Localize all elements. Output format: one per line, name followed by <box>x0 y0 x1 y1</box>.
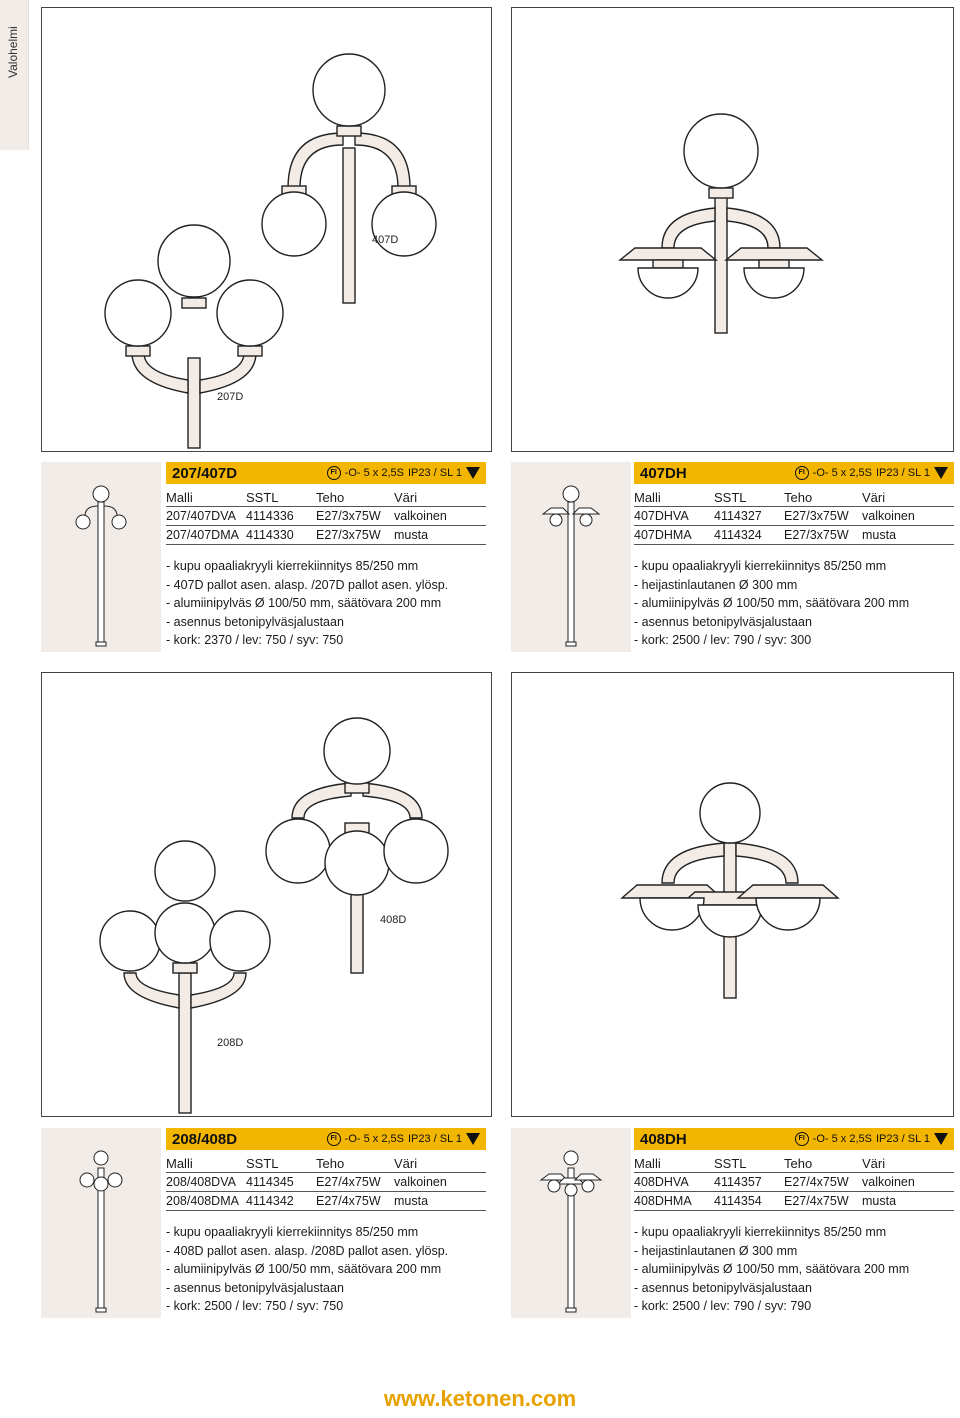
f-mark-icon <box>934 467 948 479</box>
model-name: 207/407D <box>172 465 238 482</box>
ratings <box>795 1132 948 1146</box>
table-header: Malli SSTL Teho Väri <box>166 1156 418 1171</box>
f-mark-icon <box>466 1133 480 1145</box>
thumbnail-207-407d <box>41 462 161 652</box>
lamp-drawing-208-408d <box>42 673 491 1116</box>
lamp-drawing-407dh <box>512 8 953 451</box>
model-name: 408DH <box>640 1131 687 1148</box>
spec-table <box>166 1154 486 1211</box>
caption-407d: 407D <box>372 234 399 246</box>
lamp-rating: -O- 5 x 2,5S <box>812 467 872 479</box>
thumbnail-208-408d <box>41 1128 161 1318</box>
spec-header <box>634 1128 954 1150</box>
caption-208d: 208D <box>217 1037 244 1049</box>
spec-notes: - kupu opaaliakryyli kierrekiinnitys 85/250 mm - 407D pallot asen. alasp. /207D pallot asen. ylösp. - alumiinipylväs Ø 100/50 mm, säätövara 200 mm - asennus betonipylväsjalustaan - kork: 2370 / lev: 750 / syv: 750 <box>166 559 449 647</box>
spec-table <box>166 488 486 545</box>
ip-rating: IP23 / SL 1 <box>875 467 930 479</box>
spec-208-408d <box>166 1128 486 1316</box>
col-vari: Väri <box>394 490 418 505</box>
spec-408dh <box>634 1128 954 1316</box>
spec-207-407d <box>166 462 486 650</box>
table-row: 208/408DMA 4114342 E27/4x75W musta <box>166 1194 429 1208</box>
col-sstl: SSTL <box>246 490 279 505</box>
spec-notes: - kupu opaaliakryyli kierrekiinnitys 85/250 mm - heijastinlautanen Ø 300 mm - alumiinipylväs Ø 100/50 mm, säätövara 200 mm - asennus betonipylväsjalustaan - kork: 2500 / lev: 790 / syv: 300 <box>634 559 910 647</box>
table-row: 207/407DVA 4114336 E27/3x75W valkoinen <box>166 509 447 523</box>
ip-rating: IP23 / SL 1 <box>407 1133 462 1145</box>
model-name: 208/408D <box>172 1131 238 1148</box>
lamp-rating: -O- 5 x 2,5S <box>344 467 404 479</box>
table-row: 208/408DVA 4114345 E27/4x75W valkoinen <box>166 1175 447 1189</box>
side-tab <box>0 0 29 150</box>
thumbnail-408dh <box>511 1128 631 1318</box>
f-mark-icon <box>466 467 480 479</box>
table-header: Malli SSTL Teho Väri <box>634 1156 886 1171</box>
lamp-drawing-408dh <box>512 673 953 1116</box>
fi-mark-icon: FI <box>327 1132 341 1146</box>
website-link[interactable]: www.ketonen.com <box>383 1386 577 1411</box>
drawing-frame-208-408d <box>41 672 492 1117</box>
table-header: Malli SSTL Teho Väri <box>634 490 886 505</box>
spec-header <box>634 462 954 484</box>
drawing-frame-408dh <box>511 672 954 1117</box>
thumbnail-407dh <box>511 462 631 652</box>
spec-table <box>634 488 954 545</box>
ip-rating: IP23 / SL 1 <box>407 467 462 479</box>
fi-mark-icon: FI <box>795 466 809 480</box>
lamp-rating: -O- 5 x 2,5S <box>344 1133 404 1145</box>
model-name: 407DH <box>640 465 687 482</box>
table-row: 207/407DMA 4114330 E27/3x75W musta <box>166 528 429 542</box>
ip-rating: IP23 / SL 1 <box>875 1133 930 1145</box>
ratings <box>795 466 948 480</box>
fi-mark-icon: FI <box>795 1132 809 1146</box>
drawing-frame-407dh <box>511 7 954 452</box>
drawing-frame-207-407d <box>41 7 492 452</box>
spec-table <box>634 1154 954 1211</box>
ratings <box>327 466 480 480</box>
table-row: 407DHMA 4114324 E27/3x75W musta <box>634 528 897 542</box>
table-row: 408DHMA 4114354 E27/4x75W musta <box>634 1194 897 1208</box>
col-malli: Malli <box>166 490 193 505</box>
table-row: 407DHVA 4114327 E27/3x75W valkoinen <box>634 509 915 523</box>
caption-207d: 207D <box>217 391 244 403</box>
f-mark-icon <box>934 1133 948 1145</box>
table-header <box>166 488 486 506</box>
spec-header <box>166 462 486 484</box>
col-teho: Teho <box>316 490 345 505</box>
lamp-rating: -O- 5 x 2,5S <box>812 1133 872 1145</box>
spec-header <box>166 1128 486 1150</box>
lamp-drawing-207-407d <box>42 8 491 451</box>
spec-notes: - kupu opaaliakryyli kierrekiinnitys 85/250 mm - heijastinlautanen Ø 300 mm - alumiinipylväs Ø 100/50 mm, säätövara 200 mm - asennus betonipylväsjalustaan - kork: 2500 / lev: 790 / syv: 790 <box>634 1225 910 1313</box>
side-tab-label: Valohelmi <box>6 26 20 78</box>
spec-notes: - kupu opaaliakryyli kierrekiinnitys 85/250 mm - 408D pallot asen. alasp. /208D pallot asen. ylösp. - alumiinipylväs Ø 100/50 mm, säätövara 200 mm - asennus betonipylväsjalustaan - kork: 2500 / lev: 750 / syv: 750 <box>166 1225 449 1313</box>
ratings <box>327 1132 480 1146</box>
table-row: 408DHVA 4114357 E27/4x75W valkoinen <box>634 1175 915 1189</box>
fi-mark-icon: FI <box>327 466 341 480</box>
caption-408d: 408D <box>380 914 407 926</box>
spec-407dh <box>634 462 954 650</box>
